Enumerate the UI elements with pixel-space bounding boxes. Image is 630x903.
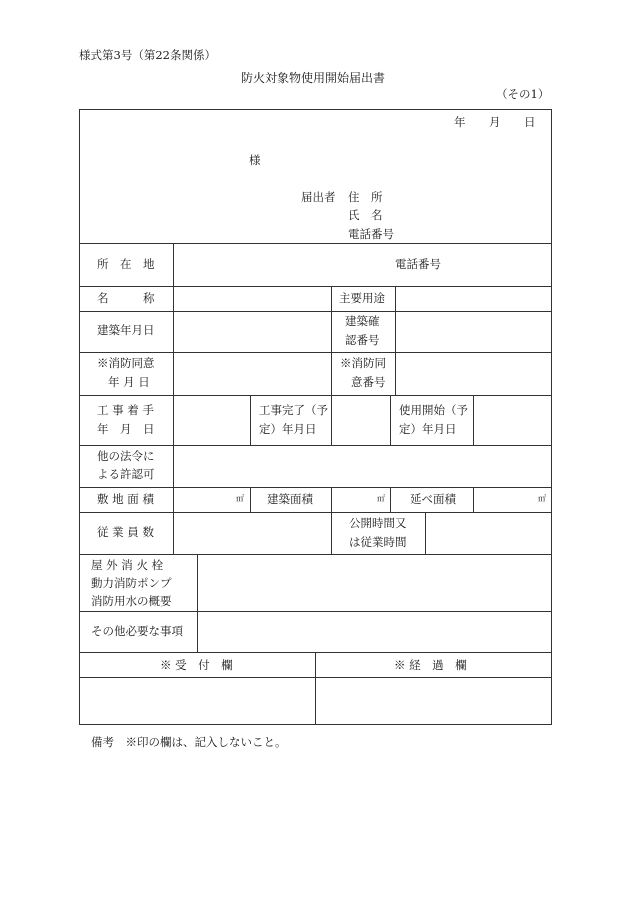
fire-equipment-label: 屋 外 消 火 栓 — [91, 558, 164, 572]
fire-equipment-label: 消防用水の概要 — [91, 594, 172, 608]
row-divider — [79, 512, 552, 513]
fire-consent-date-label: ※消防同意 — [97, 356, 155, 370]
reception-label: ※ 受 付 欄 — [160, 658, 233, 672]
other-permits-label: 他の法令に — [97, 449, 155, 463]
other-matters-label: その他必要な事項 — [91, 624, 183, 638]
construction-complete-label: 定）年月日 — [259, 422, 317, 436]
col-divider — [250, 395, 251, 445]
col-divider — [315, 652, 316, 725]
site-area-label: 敷 地 面 積 — [97, 492, 154, 506]
date-year-label: 年 — [454, 115, 466, 129]
main-use-label: 主要用途 — [339, 291, 385, 305]
location-label: 所 在 地 — [97, 257, 155, 271]
row-divider — [79, 286, 552, 287]
fire-consent-date-label: 年 月 日 — [108, 375, 150, 389]
construction-date-label: 建築年月日 — [97, 323, 155, 337]
row-divider — [79, 554, 552, 555]
form-title: 防火対象物使用開始届出書 — [241, 71, 386, 85]
date-day-label: 日 — [524, 115, 536, 129]
business-hours-label: 公開時間又 — [349, 516, 407, 530]
fire-consent-number-label: ※消防同 — [340, 356, 386, 370]
addressee-suffix: 様 — [249, 153, 261, 167]
site-area-unit: ㎡ — [236, 494, 244, 503]
col-divider — [390, 395, 391, 445]
row-divider — [79, 395, 552, 396]
construction-start-label: 工 事 着 手 — [97, 403, 154, 417]
row-divider — [79, 445, 552, 446]
confirmation-number-label: 認番号 — [345, 333, 380, 347]
form-number: 様式第3号（第22条関係） — [79, 48, 216, 62]
notifier-label: 届出者 — [301, 190, 336, 204]
fire-consent-number-label: 意番号 — [351, 375, 386, 389]
col-divider — [331, 286, 332, 395]
col-divider — [473, 395, 474, 445]
col-divider — [173, 243, 174, 554]
name-label: 氏 名 — [348, 208, 383, 222]
col-divider — [390, 487, 391, 512]
row-divider — [79, 311, 552, 312]
building-area-unit: ㎡ — [377, 494, 385, 503]
use-start-label: 使用開始（予 — [399, 403, 468, 417]
other-permits-label: よる許認可 — [97, 467, 155, 481]
col-divider — [331, 487, 332, 512]
location-phone-label: 電話番号 — [395, 257, 441, 271]
employees-label: 従 業 員 数 — [97, 525, 154, 539]
form-subtitle: （その1） — [496, 87, 550, 101]
floor-area-label: 延べ面積 — [410, 492, 456, 506]
construction-start-label: 年 月 日 — [97, 422, 155, 436]
fire-equipment-label: 動力消防ポンプ — [91, 576, 172, 590]
address-label: 住 所 — [348, 190, 383, 204]
phone-label: 電話番号 — [348, 227, 394, 241]
business-hours-label: は従業時間 — [349, 535, 407, 549]
progress-label: ※ 経 過 欄 — [394, 658, 467, 672]
row-divider — [79, 352, 552, 353]
row-divider — [79, 611, 552, 612]
col-divider — [250, 487, 251, 512]
footer-note: 備考 ※印の欄は、記入しないこと。 — [91, 735, 287, 749]
col-divider — [425, 512, 426, 554]
col-divider — [331, 512, 332, 554]
name-row-label: 名 称 — [97, 291, 155, 305]
building-area-label: 建築面積 — [267, 492, 313, 506]
floor-area-unit: ㎡ — [538, 494, 546, 503]
col-divider — [473, 487, 474, 512]
row-divider — [79, 243, 552, 244]
row-divider — [79, 487, 552, 488]
col-divider — [395, 286, 396, 395]
construction-complete-label: 工事完了（予 — [259, 403, 328, 417]
use-start-label: 定）年月日 — [399, 422, 457, 436]
date-month-label: 月 — [489, 115, 501, 129]
confirmation-number-label: 建築確 — [345, 314, 380, 328]
col-divider — [331, 395, 332, 445]
col-divider — [197, 554, 198, 652]
